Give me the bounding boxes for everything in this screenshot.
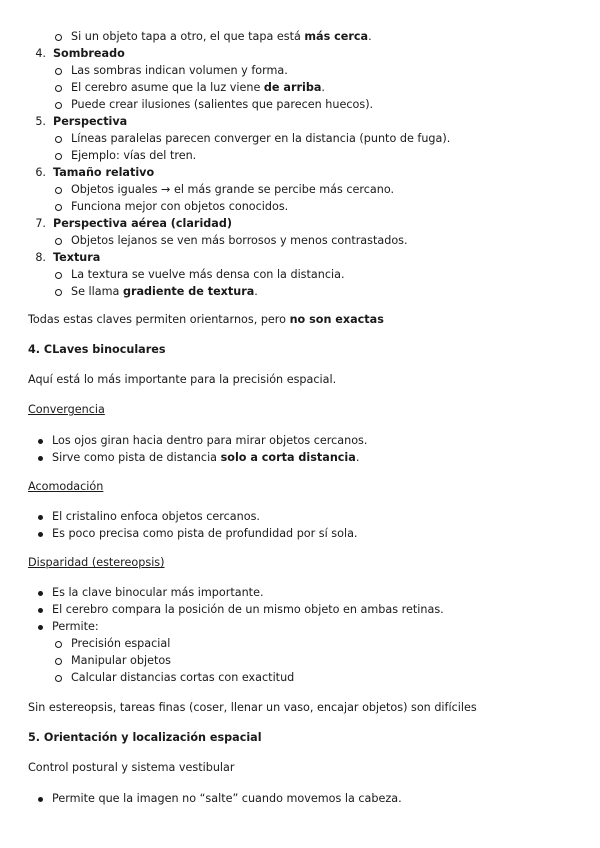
bullet-item: El cristalino enfoca objetos cercanos. bbox=[52, 510, 260, 523]
section-intro: Aquí está lo más importante para la precisión espacial. bbox=[28, 373, 337, 386]
summary-text: Todas estas claves permiten orientarnos, pero no son exactas bbox=[28, 313, 384, 326]
list-item-title: Tamaño relativo bbox=[53, 166, 155, 179]
bullet-circle-icon bbox=[55, 641, 62, 648]
list-subitem: Calcular distancias cortas con exactitud bbox=[71, 671, 295, 684]
subheading-acomodacion: Acomodación bbox=[28, 480, 104, 493]
list-item-title: Perspectiva aérea (claridad) bbox=[53, 217, 232, 230]
bullet-item: Los ojos giran hacia dentro para mirar objetos cercanos. bbox=[52, 434, 368, 447]
bullet-circle-icon bbox=[55, 675, 62, 682]
bullet-disc-icon bbox=[38, 456, 43, 461]
section-note: Sin estereopsis, tareas finas (coser, llenar un vaso, encajar objetos) son difíciles bbox=[28, 701, 477, 714]
list-number: 6. bbox=[35, 166, 46, 179]
list-number: 5. bbox=[35, 115, 46, 128]
list-subitem: Líneas paralelas parecen converger en la distancia (punto de fuga). bbox=[71, 132, 451, 145]
bullet-circle-icon bbox=[55, 658, 62, 665]
bullet-circle-icon bbox=[55, 272, 62, 279]
bullet-disc-icon bbox=[38, 439, 43, 444]
bullet-circle-icon bbox=[55, 238, 62, 245]
list-item-title: Textura bbox=[53, 251, 101, 264]
bullet-disc-icon bbox=[38, 625, 43, 630]
section-intro: Control postural y sistema vestibular bbox=[28, 761, 235, 774]
bullet-circle-icon bbox=[55, 102, 62, 109]
bullet-circle-icon bbox=[55, 136, 62, 143]
list-item-title: Sombreado bbox=[53, 47, 125, 60]
bullet-item: El cerebro compara la posición de un mismo objeto en ambas retinas. bbox=[52, 603, 444, 616]
bullet-item: Es poco precisa como pista de profundidad por sí sola. bbox=[52, 527, 358, 540]
list-subitem: Si un objeto tapa a otro, el que tapa está más cerca. bbox=[71, 30, 372, 43]
subheading-disparidad: Disparidad (estereopsis) bbox=[28, 556, 165, 569]
list-subitem: Manipular objetos bbox=[71, 654, 172, 667]
bullet-item: Permite que la imagen no “salte” cuando movemos la cabeza. bbox=[52, 792, 402, 805]
bullet-disc-icon bbox=[38, 532, 43, 537]
bullet-circle-icon bbox=[55, 289, 62, 296]
list-subitem: Puede crear ilusiones (salientes que parecen huecos). bbox=[71, 98, 374, 111]
list-subitem: Funciona mejor con objetos conocidos. bbox=[71, 200, 289, 213]
list-subitem: Objetos iguales → el más grande se percibe más cercano. bbox=[71, 183, 395, 196]
bullet-disc-icon bbox=[38, 608, 43, 613]
list-subitem: Las sombras indican volumen y forma. bbox=[71, 64, 288, 77]
bullet-disc-icon bbox=[38, 515, 43, 520]
bullet-disc-icon bbox=[38, 797, 43, 802]
bullet-circle-icon bbox=[55, 153, 62, 160]
list-number: 7. bbox=[35, 217, 46, 230]
bullet-disc-icon bbox=[38, 591, 43, 596]
list-subitem: Ejemplo: vías del tren. bbox=[71, 149, 197, 162]
list-subitem: Objetos lejanos se ven más borrosos y menos contrastados. bbox=[71, 234, 408, 247]
bullet-item: Es la clave binocular más importante. bbox=[52, 586, 264, 599]
bullet-circle-icon bbox=[55, 34, 62, 41]
bullet-item: Permite: bbox=[52, 620, 99, 633]
section-heading: 4. CLaves binoculares bbox=[28, 343, 166, 356]
list-number: 8. bbox=[35, 251, 46, 264]
bullet-circle-icon bbox=[55, 204, 62, 211]
section-heading: 5. Orientación y localización espacial bbox=[28, 731, 262, 744]
list-number: 4. bbox=[35, 47, 46, 60]
list-subitem: El cerebro asume que la luz viene de arriba. bbox=[71, 81, 325, 94]
subheading-convergencia: Convergencia bbox=[28, 403, 105, 416]
list-subitem: La textura se vuelve más densa con la distancia. bbox=[71, 268, 345, 281]
bullet-circle-icon bbox=[55, 85, 62, 92]
list-subitem: Se llama gradiente de textura. bbox=[71, 285, 258, 298]
bullet-circle-icon bbox=[55, 187, 62, 194]
bullet-item: Sirve como pista de distancia solo a corta distancia. bbox=[52, 451, 360, 464]
list-subitem: Precisión espacial bbox=[71, 637, 171, 650]
list-item-title: Perspectiva bbox=[53, 115, 128, 128]
bullet-circle-icon bbox=[55, 68, 62, 75]
